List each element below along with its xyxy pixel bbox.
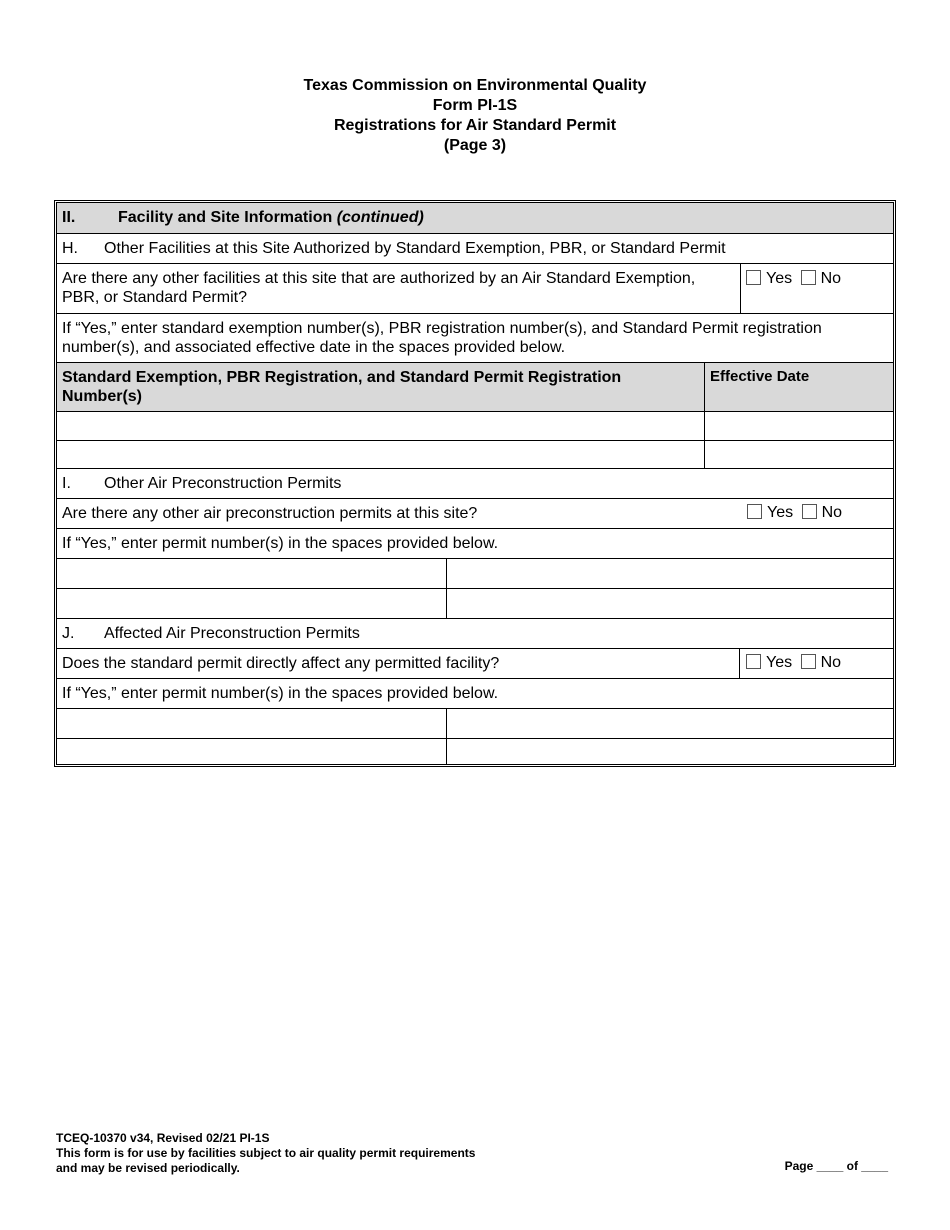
page-indicator: (Page 3) (443, 137, 507, 154)
part-h-letter: H. (62, 240, 78, 257)
section-number: II. (62, 209, 76, 226)
part-h-title: Other Facilities at this Site Authorized by Standard Exemption, PBR, or Standard Permit (104, 240, 726, 257)
part-i-yes-no (742, 499, 893, 528)
numbers-column-header: Standard Exemption, PBR Registration, and Standard Permit Registration Number(s) (62, 369, 622, 405)
part-j-title: Affected Air Preconstruction Permits (104, 625, 360, 642)
part-j-entry-row (57, 709, 893, 739)
part-j-yes-label: Yes (766, 654, 793, 671)
part-h-column-headers (57, 363, 893, 412)
part-i-instruction: If “Yes,” enter permit number(s) in the spaces provided below. (62, 535, 499, 552)
part-h-number-field-2[interactable] (57, 441, 704, 468)
part-j-yes-checkbox[interactable] (746, 654, 761, 669)
page-number: Page ____ of ____ (784, 1159, 888, 1173)
part-h-date-field-2[interactable] (704, 441, 893, 468)
part-j-permit-field-4[interactable] (446, 739, 893, 764)
part-h-instruction-row (57, 314, 893, 363)
part-j-instruction-row (57, 679, 893, 709)
part-i-no-checkbox[interactable] (802, 504, 817, 519)
part-i-permit-field-2[interactable] (446, 559, 893, 588)
part-i-permit-field-1[interactable] (57, 559, 446, 588)
part-h-yes-no (740, 264, 893, 313)
agency-title: Texas Commission on Environmental Quality (303, 77, 647, 94)
part-h-number-field-1[interactable] (57, 412, 704, 440)
part-j-question: Does the standard permit directly affect any permitted facility? (62, 655, 500, 672)
part-i-entry-row (57, 559, 893, 589)
part-i-entry-row (57, 589, 893, 619)
footer-form-id: TCEQ-10370 v34, Revised 02/21 PI-1S (56, 1131, 270, 1145)
part-i-title-row (57, 469, 893, 499)
part-j-title-row (57, 619, 893, 649)
part-j-instruction: If “Yes,” enter permit number(s) in the spaces provided below. (62, 685, 499, 702)
part-h-no-checkbox[interactable] (801, 270, 816, 285)
part-i-instruction-row (57, 529, 893, 559)
form-header (0, 76, 950, 156)
part-i-question-row (57, 499, 893, 529)
part-h-date-field-1[interactable] (704, 412, 893, 440)
part-j-permit-field-2[interactable] (446, 709, 893, 738)
part-h-question: Are there any other facilities at this site that are authorized by an Air Standard Exemption, PBR, or Standard Permit? (62, 270, 696, 306)
form-footer (56, 1131, 475, 1176)
part-j-permit-field-1[interactable] (57, 709, 446, 738)
form-number: Form PI-1S (432, 97, 518, 114)
effective-date-column-header: Effective Date (704, 363, 893, 411)
part-h-question-row (57, 264, 893, 314)
part-h-instruction: If “Yes,” enter standard exemption number(s), PBR registration number(s), and Standard Permit registration number(s), and associated effective date in the spaces provided below. (62, 320, 822, 356)
part-i-permit-field-4[interactable] (446, 589, 893, 618)
part-i-permit-field-3[interactable] (57, 589, 446, 618)
form-table (54, 200, 896, 767)
part-i-letter: I. (62, 475, 71, 492)
section-header (57, 203, 893, 234)
part-h-no-label: No (820, 270, 842, 287)
part-h-yes-label: Yes (766, 270, 793, 287)
part-j-entry-row (57, 739, 893, 764)
part-i-question: Are there any other air preconstruction permits at this site? (62, 505, 478, 522)
part-j-no-label: No (820, 654, 842, 671)
part-i-no-label: No (821, 504, 843, 521)
part-j-question-row (57, 649, 893, 679)
part-j-letter: J. (62, 625, 75, 642)
part-j-permit-field-3[interactable] (57, 739, 446, 764)
footer-usage-note: This form is for use by facilities subject to air quality permit requirements (56, 1146, 476, 1160)
footer-revision-note: and may be revised periodically. (56, 1161, 240, 1175)
form-title: Registrations for Air Standard Permit (333, 117, 617, 134)
part-i-yes-label: Yes (767, 504, 794, 521)
part-i-yes-checkbox[interactable] (747, 504, 762, 519)
part-h-yes-checkbox[interactable] (746, 270, 761, 285)
section-title: Facility and Site Information (118, 209, 333, 226)
part-i-title: Other Air Preconstruction Permits (104, 475, 342, 492)
section-title-suffix: (continued) (336, 209, 424, 226)
part-j-yes-no (739, 649, 893, 678)
part-h-entry-row (57, 412, 893, 441)
part-h-title-row (57, 234, 893, 264)
part-h-entry-row (57, 441, 893, 469)
part-j-no-checkbox[interactable] (801, 654, 816, 669)
